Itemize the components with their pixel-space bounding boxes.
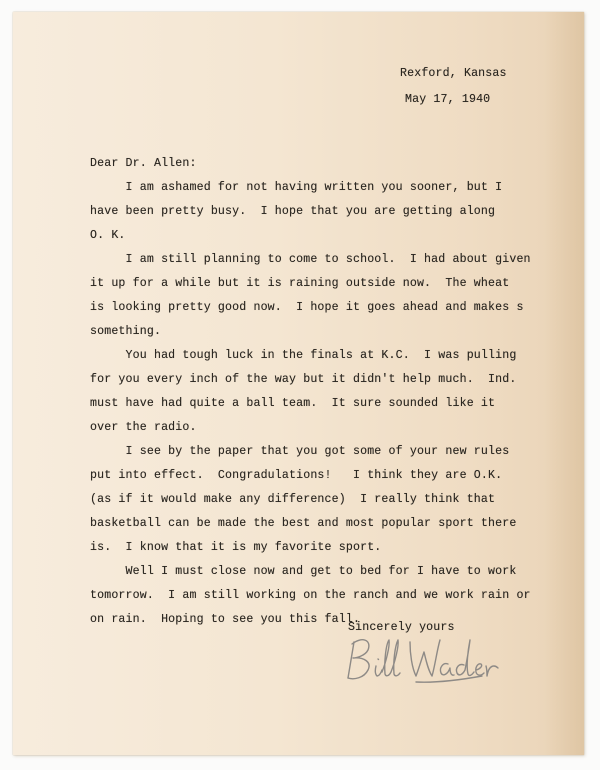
body-line: I am ashamed for not having written you sooner, but I — [90, 181, 503, 194]
body-line: put into effect. Congradulations! I think they are O.K. — [90, 469, 503, 482]
body-line: (as if it would make any difference) I really think that — [90, 493, 496, 506]
body-line: You had tough luck in the finals at K.C. I was pulling — [90, 349, 517, 362]
letter-closing: Sincerely yours — [348, 621, 455, 634]
body-line: I am still planning to come to school. I had about given — [90, 253, 531, 266]
body-line: is looking pretty good now. I hope it goes ahead and makes s — [90, 301, 524, 314]
body-line: basketball can be made the best and most popular sport there — [90, 517, 517, 530]
letter-place: Rexford, Kansas — [400, 67, 507, 80]
handwritten-signature — [342, 628, 502, 688]
body-line: tomorrow. I am still working on the ranch and we work rain or — [90, 589, 531, 602]
letter-salutation: Dear Dr. Allen: — [90, 157, 197, 170]
body-line: is. I know that it is my favorite sport. — [90, 541, 382, 554]
body-line: I see by the paper that you got some of your new rules — [90, 445, 510, 458]
body-line: Well I must close now and get to bed for I have to work — [90, 565, 517, 578]
body-line: it up for a while but it is raining outside now. The wheat — [90, 277, 510, 290]
body-line: have been pretty busy. I hope that you are getting along — [90, 205, 496, 218]
body-line: something. — [90, 325, 162, 338]
body-line: must have had quite a ball team. It sure sounded like it — [90, 397, 496, 410]
body-line: on rain. Hoping to see you this fall. — [90, 613, 361, 626]
body-line: over the radio. — [90, 421, 197, 434]
body-line: for you every inch of the way but it didn't help much. Ind. — [90, 373, 517, 386]
letter-date: May 17, 1940 — [405, 93, 491, 106]
body-line: O. K. — [90, 229, 126, 242]
